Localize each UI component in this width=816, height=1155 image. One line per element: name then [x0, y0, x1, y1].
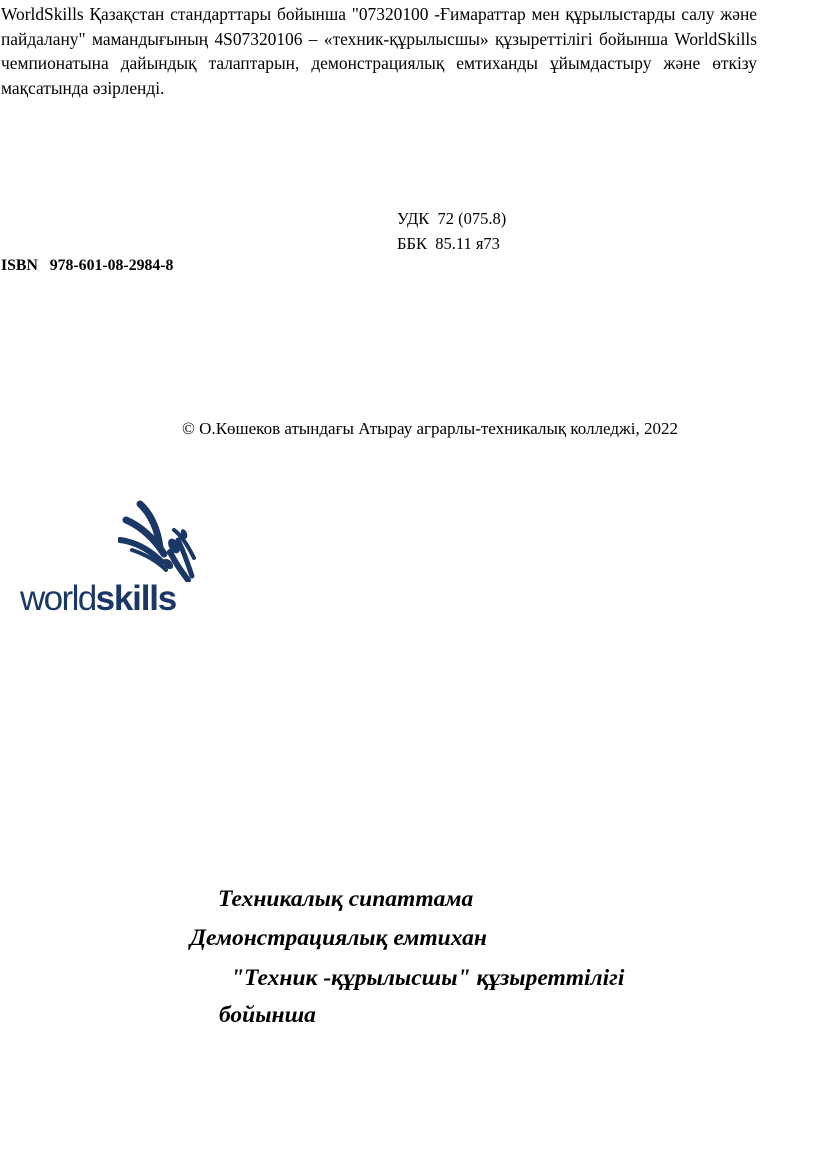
wordmark-world: world: [20, 579, 96, 618]
copyright-notice: © О.Көшеков атындағы Атырау аграрлы-техникалық колледжі, 2022: [182, 419, 678, 438]
isbn-number: ISBN 978-601-08-2984-8: [1, 257, 174, 274]
udk-code: УДК 72 (075.8): [397, 209, 507, 228]
title-line-1: Техникалық сипаттама: [218, 886, 474, 912]
worldskills-wordmark: [20, 579, 176, 619]
title-line-3: "Техник -құрылысшы" құзыреттілігі: [231, 965, 625, 991]
classification-codes: [397, 206, 506, 256]
intro-paragraph: WorldSkills Қазақстан стандарттары бойынша "07320100 -Ғимараттар мен құрылыстарды салу және пайдалану" мамандығының 4S07320106 – «техник-құрылысшы» құзыреттілігі бойынша WorldSkills чемпионатына дайындық талаптарын, демонстрациялық емтиханды ұйымдастыру және өткізу мақсатында әзірленді.: [1, 4, 757, 98]
worldskills-logo: [20, 500, 198, 624]
worldskills-hand-emblem-icon: [118, 500, 198, 582]
title-line-2: Демонстрациялық емтихан: [190, 925, 487, 951]
wordmark-skills: skills: [95, 579, 177, 618]
bbk-code: ББК 85.11 я73: [397, 234, 500, 253]
title-line-4: бойынша: [219, 1002, 316, 1028]
